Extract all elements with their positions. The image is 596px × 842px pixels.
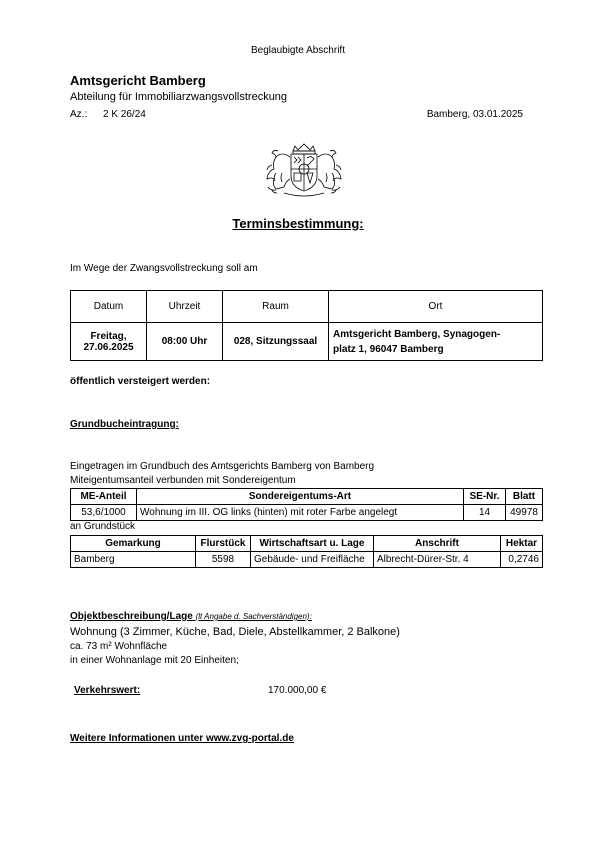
table-row — [71, 505, 543, 521]
bavarian-coat-of-arms-icon — [262, 143, 346, 197]
header-district: Gemarkung — [71, 536, 196, 552]
cell-se-number: 14 — [464, 505, 506, 521]
appointment-table — [70, 290, 543, 361]
place-and-date: Bamberg, 03.01.2025 — [426, 109, 523, 120]
appointment-header-row — [71, 291, 543, 323]
auction-statement: öffentlich versteigert werden: — [70, 376, 211, 387]
file-number-label: Az.: — [70, 109, 88, 120]
market-value-amount: 170.000,00 € — [268, 685, 327, 696]
cell-hectare: 0,2746 — [501, 552, 543, 568]
header-usage: Wirtschaftsart u. Lage — [251, 536, 374, 552]
table-row — [71, 552, 543, 568]
cell-place — [329, 323, 543, 361]
cell-usage: Gebäude- und Freifläche — [251, 552, 374, 568]
header-date: Datum — [71, 291, 147, 323]
cell-ownership-type: Wohnung im III. OG links (hinten) mit roter Farbe angelegt — [137, 505, 464, 521]
land-register-line-1: Eingetragen im Grundbuch des Amtsgerichts Bamberg von Bamberg — [70, 461, 375, 472]
court-department: Abteilung für Immobiliarzwangsvollstreckung — [70, 91, 288, 103]
plot-intro: an Grundstück — [70, 521, 136, 532]
co-ownership-header-row — [71, 489, 543, 505]
intro-text: Im Wege der Zwangsvollstreckung soll am — [70, 263, 258, 274]
document-title: Terminsbestimmung: — [232, 216, 364, 231]
certified-copy-note: Beglaubigte Abschrift — [251, 45, 345, 56]
market-value-label: Verkehrswert: — [74, 685, 141, 696]
place-line-2: platz 1, 96047 Bamberg — [333, 343, 444, 355]
cell-date — [71, 323, 147, 361]
header-parcel: Flurstück — [196, 536, 251, 552]
object-description-heading — [70, 611, 312, 622]
appointment-data-row — [71, 323, 543, 361]
cell-time: 08:00 Uhr — [147, 323, 223, 361]
cell-district: Bamberg — [71, 552, 196, 568]
header-time: Uhrzeit — [147, 291, 223, 323]
cell-parcel: 5598 — [196, 552, 251, 568]
date-weekday: Freitag, — [90, 330, 127, 342]
land-register-heading: Grundbucheintragung: — [70, 419, 179, 430]
header-sheet: Blatt — [506, 489, 543, 505]
cell-share: 53,6/1000 — [71, 505, 137, 521]
place-line-1: Amtsgericht Bamberg, Synagogen- — [333, 328, 501, 340]
object-line-3: in einer Wohnanlage mit 20 Einheiten; — [70, 655, 239, 666]
cell-address: Albrecht-Dürer-Str. 4 — [374, 552, 501, 568]
object-line-1: Wohnung (3 Zimmer, Küche, Bad, Diele, Abstellkammer, 2 Balkone) — [70, 626, 400, 638]
header-address: Anschrift — [374, 536, 501, 552]
object-line-2: ca. 73 m² Wohnfläche — [70, 641, 168, 652]
land-register-line-2: Miteigentumsanteil verbunden mit Sondereigentum — [70, 475, 296, 486]
header-room: Raum — [223, 291, 329, 323]
co-ownership-table — [70, 488, 543, 521]
file-number-value: 2 K 26/24 — [103, 109, 146, 120]
court-name: Amtsgericht Bamberg — [70, 73, 206, 88]
plot-header-row — [71, 536, 543, 552]
object-heading-note: (lt Angabe d. Sachverständigen): — [195, 612, 312, 621]
header-share: ME-Anteil — [71, 489, 137, 505]
header-ownership-type: Sondereigentums-Art — [137, 489, 464, 505]
header-se-number: SE-Nr. — [464, 489, 506, 505]
cell-room: 028, Sitzungssaal — [223, 323, 329, 361]
date-value: 27.06.2025 — [83, 341, 134, 353]
cell-sheet: 49978 — [506, 505, 543, 521]
object-heading-text: Objektbeschreibung/Lage — [70, 611, 193, 622]
more-info-link[interactable]: Weitere Informationen unter www.zvg-portal.de — [70, 733, 294, 744]
header-place: Ort — [329, 291, 543, 323]
header-hectare: Hektar — [501, 536, 543, 552]
plot-table — [70, 535, 543, 568]
